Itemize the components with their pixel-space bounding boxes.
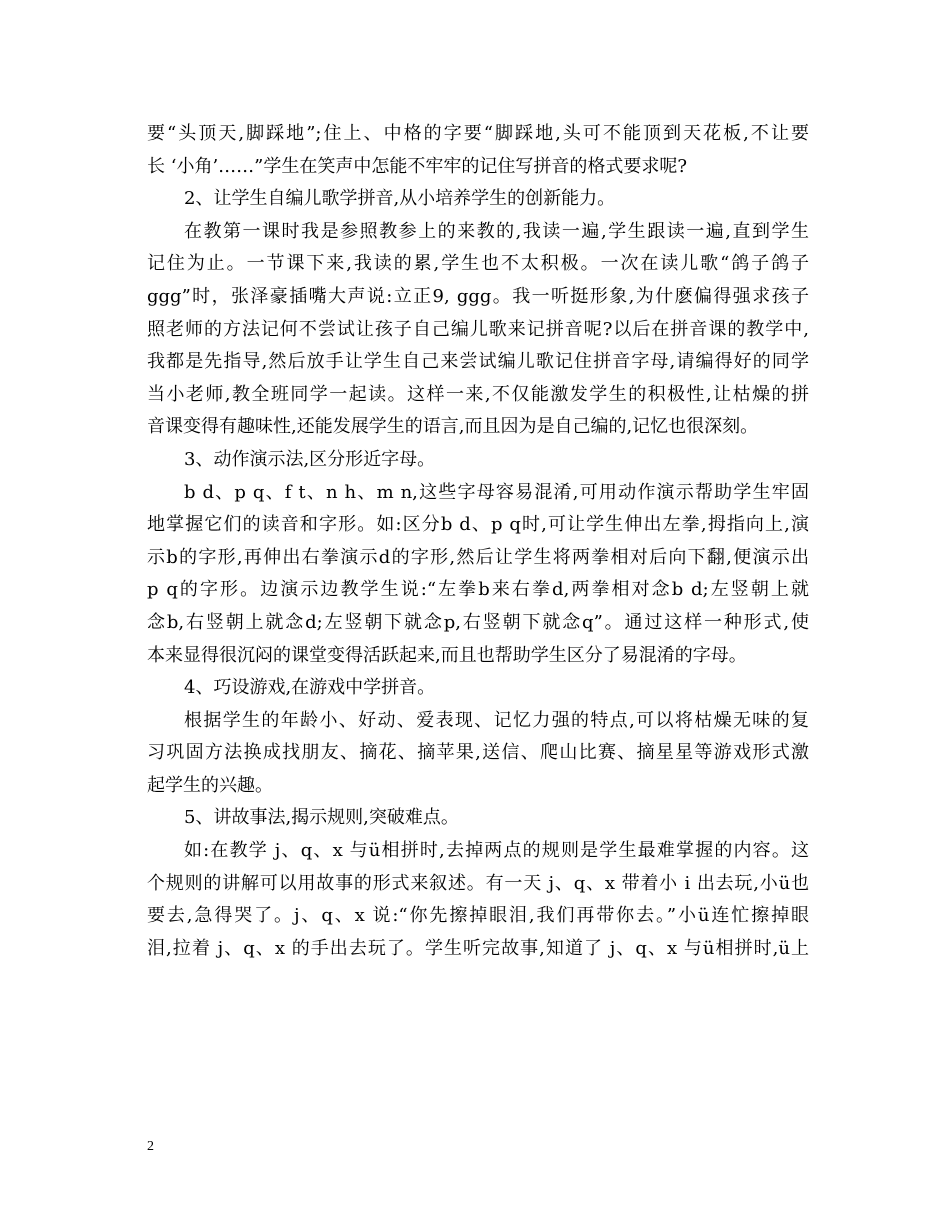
section-heading: 5、讲故事法,揭示规则,突破难点。 [184,807,459,829]
text-line: 当小老师,教全班同学一起读。这样一来,不仅能激发学生的积极性,让枯燥的拼 [147,383,809,405]
text-line: ggg”时，张泽豪插嘴大声说:立正9, ggg。我一听挺形象,为什麽偏得强求孩子 [147,285,809,307]
body-text [147,118,809,965]
section-heading: 4、巧设游戏,在游戏中学拼音。 [184,677,436,699]
text-line: 泪,拉着 j、q、x 的手出去玩了。学生听完故事,知道了 j、q、x 与ü相拼时,ü上 [147,937,809,959]
text-line: 记住为止。一节课下来,我读的累,学生也不太积极。一次在读儿歌“鸽子鸽子 [147,253,809,275]
section-heading: 3、动作演示法,区分形近字母。 [184,448,436,470]
section-heading: 2、让学生自编儿歌学拼音,从小培养学生的创新能力。 [184,188,616,210]
text-line: 我都是先指导,然后放手让学生自己来尝试编儿歌记住拼音字母,请编得好的同学 [147,351,809,373]
text-line: 长 ‘小角’……”学生在笑声中怎能不牢牢的记住写拼音的格式要求呢? [147,155,688,177]
page-number: 2 [147,1139,154,1154]
text-line: 念b,右竖朝上就念d;左竖朝下就念p,右竖朝下就念q”。通过这样一种形式,使 [147,611,809,633]
text-line: 起学生的兴趣。 [147,774,273,796]
text-line: 示b的字形,再伸出右拳演示d的字形,然后让学生将两拳相对后向下翻,便演示出 [147,546,809,568]
text-line: p q的字形。边演示边教学生说:“左拳b来右拳d,两拳相对念b d;左竖朝上就 [147,579,809,601]
text-line: 在教第一课时我是参照教参上的来教的,我读一遍,学生跟读一遍,直到学生 [184,220,809,242]
text-line: 个规则的讲解可以用故事的形式来叙述。有一天 j、q、x 带着小 i 出去玩,小ü也 [147,872,809,894]
text-line: 习巩固方法换成找朋友、摘花、摘苹果,送信、爬山比赛、摘星星等游戏形式激 [147,742,809,764]
text-line: 如:在教学 j、q、x 与ü相拼时,去掉两点的规则是学生最难掌握的内容。这 [184,840,809,862]
text-line: 要“头顶天,脚踩地”;住上、中格的字要“脚踩地,头可不能顶到天花板,不让要 [147,123,809,144]
text-line: 地掌握它们的读音和字形。如:区分b d、p q时,可让学生伸出左拳,拇指向上,演 [147,514,809,536]
text-line: b d、p q、f t、n h、m n,这些字母容易混淆,可用动作演示帮助学生牢固 [184,481,809,503]
text-line: 要去,急得哭了。j、q、x 说:“你先擦掉眼泪,我们再带你去。”小ü连忙擦掉眼 [147,905,809,927]
text-line: 音课变得有趣味性,还能发展学生的语言,而且因为是自己编的,记忆也很深刻。 [147,416,759,438]
text-line: 照老师的方法记何不尝试让孩子自己编儿歌来记拼音呢?以后在拼音课的教学中, [147,318,809,340]
text-line: 根据学生的年龄小、好动、爱表现、记忆力强的特点,可以将枯燥无味的复 [184,709,809,731]
text-line: 本来显得很沉闷的课堂变得活跃起来,而且也帮助学生区分了易混淆的字母。 [147,644,747,666]
